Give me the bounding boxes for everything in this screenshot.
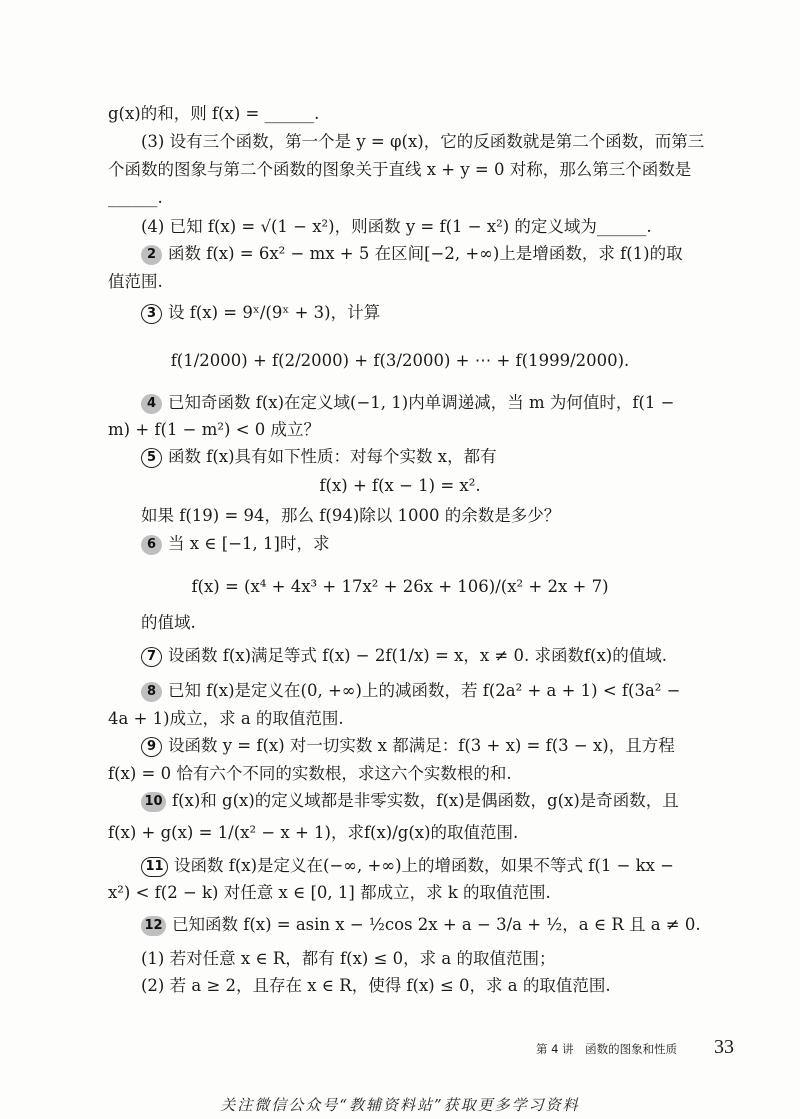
problem-text: 设函数 f(x)满足等式 f(x) − 2f(1/x) = x，x ≠ 0. 求函数f(x)的值域. [168, 646, 667, 665]
problem-number-badge: 12 [141, 916, 166, 936]
chapter-title: 第 4 讲 函数的图象和性质 [536, 1042, 678, 1056]
problem-number-badge: 8 [141, 682, 162, 702]
problem-text: f(x)和 g(x)的定义域都是非零实数，f(x)是偶函数，g(x)是奇函数，且 [172, 791, 679, 810]
problem-8 [0, 680, 800, 702]
problem-2 [0, 243, 800, 265]
text-line: x²) < f(2 − k) 对任意 x ∈ [0, 1] 都成立，求 k 的取值范围. [108, 883, 551, 902]
problem-text: 设 f(x) = 9ˣ/(9ˣ + 3)，计算 [168, 303, 381, 322]
problem-11 [0, 855, 800, 877]
problem-6 [0, 533, 800, 555]
problem-text: 已知奇函数 f(x)在定义域(−1, 1)内单调递减，当 m 为何值时，f(1 − [168, 393, 675, 412]
text-line: g(x)的和，则 f(x) = ______. [108, 104, 320, 123]
problem-number-badge: 11 [141, 857, 168, 877]
watermark: 关注微信公众号“教辅资料站”获取更多学习资料 [220, 1096, 580, 1114]
problem-text: 当 x ∈ [−1, 1]时，求 [168, 534, 330, 553]
problem-number-badge: 7 [141, 647, 162, 667]
problem-text: 函数 f(x) = 6x² − mx + 5 在区间[−2, +∞)上是增函数，求 f(1)的取 [168, 244, 683, 263]
text-line: (3) 设有三个函数，第一个是 y = φ(x)，它的反函数就是第二个函数，而第三 [141, 132, 705, 151]
text-line: m) + f(1 − m²) < 0 成立？ [108, 420, 321, 439]
problem-text: 设函数 f(x)是定义在(−∞, +∞)上的增函数，如果不等式 f(1 − kx − [174, 856, 675, 875]
problem-text: 设函数 y = f(x) 对一切实数 x 都满足：f(3 + x) = f(3 − x)，且方程 [168, 736, 675, 755]
text-line: 个函数的图象与第二个函数的图象关于直线 x + y = 0 对称，那么第三个函数是 [108, 160, 692, 179]
text-line: 4a + 1)成立，求 a 的取值范围. [108, 709, 344, 728]
problem-9 [0, 735, 800, 757]
text-line: ______. [108, 188, 163, 207]
problem-number-badge: 10 [141, 792, 166, 812]
problem-12 [0, 914, 800, 936]
formula-display: f(x) + f(x − 1) = x². [319, 476, 481, 495]
problem-4 [0, 392, 800, 414]
text-line: (4) 已知 f(x) = √(1 − x²)，则函数 y = f(1 − x²) 的定义域为______. [141, 217, 652, 236]
text-line: f(x) = 0 恰有六个不同的实数根，求这六个实数根的和. [108, 764, 512, 783]
problem-text: 已知 f(x)是定义在(0, +∞)上的减函数，若 f(2a² + a + 1) < f(3a² − [168, 681, 681, 700]
problem-text: 函数 f(x)具有如下性质：对每个实数 x，都有 [168, 447, 497, 466]
problem-number-badge: 4 [141, 394, 162, 414]
text-line: f(x) + g(x) = 1/(x² − x + 1)，求f(x)/g(x)的取值范围. [108, 823, 519, 842]
text-line: (2) 若 a ≥ 2，且存在 x ∈ R，使得 f(x) ≤ 0，求 a 的取值范围. [141, 976, 611, 995]
text-line: 值范围. [108, 272, 163, 291]
problem-number-badge: 3 [141, 304, 162, 324]
problem-7 [0, 645, 800, 667]
page-number: 33 [714, 1036, 734, 1058]
problem-number-badge: 2 [141, 245, 162, 265]
problem-10 [0, 790, 800, 812]
problem-5 [0, 446, 800, 468]
formula-display: f(x) = (x⁴ + 4x³ + 17x² + 26x + 106)/(x² + 2x + 7) [191, 577, 609, 596]
problem-number-badge: 6 [141, 535, 162, 555]
formula-display: f(1/2000) + f(2/2000) + f(3/2000) + ⋯ + f(1999/2000). [170, 351, 630, 370]
problem-3 [0, 302, 800, 324]
problem-number-badge: 9 [141, 737, 162, 757]
problem-text: 已知函数 f(x) = asin x − ½cos 2x + a − 3/a + ½，a ∈ R 且 a ≠ 0. [172, 915, 701, 934]
text-line: 的值域. [141, 613, 196, 632]
text-line: (1) 若对任意 x ∈ R，都有 f(x) ≤ 0，求 a 的取值范围； [141, 949, 556, 968]
problem-number-badge: 5 [141, 448, 162, 468]
text-line: 如果 f(19) = 94，那么 f(94)除以 1000 的余数是多少？ [141, 506, 561, 525]
